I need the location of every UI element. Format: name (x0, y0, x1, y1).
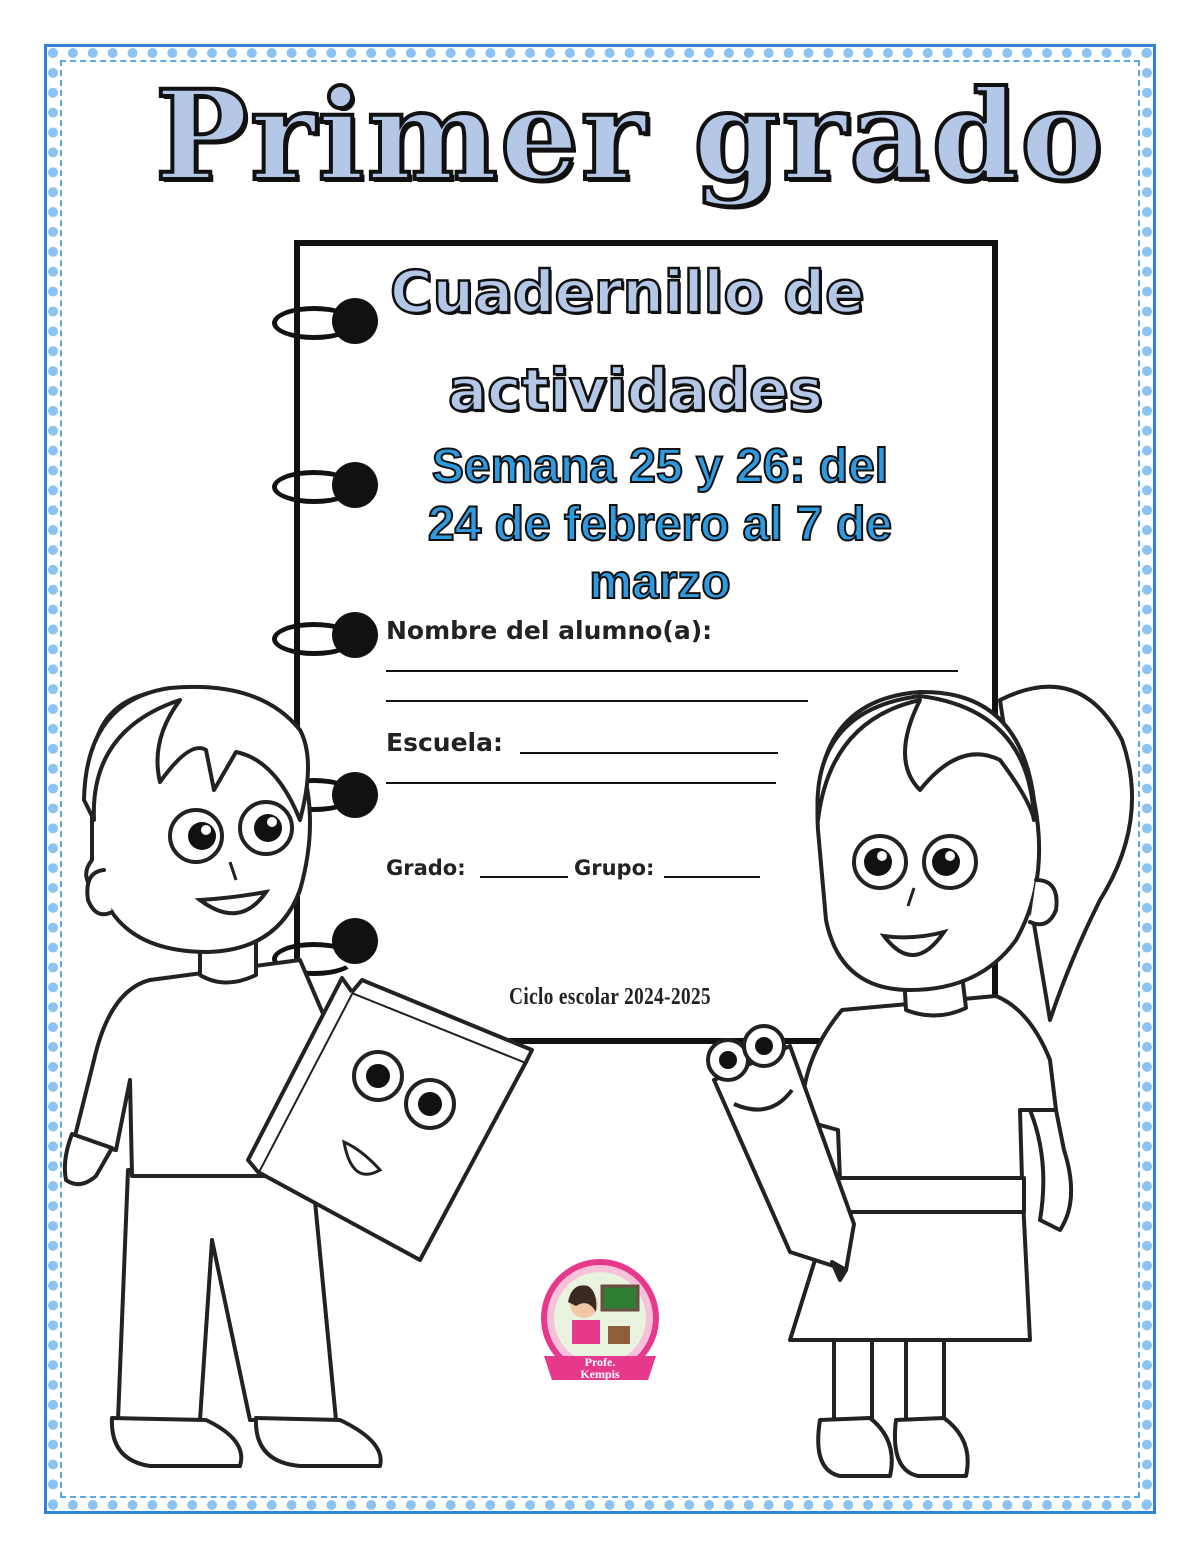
page-title: Primer grado (154, 64, 1106, 209)
group-label: Grupo: (574, 856, 655, 880)
school-label: Escuela: (386, 728, 503, 757)
notebook-heading-line2: actividades (448, 356, 823, 424)
profe-kempis-badge (532, 1258, 668, 1392)
school-year: Ciclo escolar 2024-2025 (509, 984, 711, 1010)
week-line-3: marzo (589, 556, 731, 609)
badge-text-line2: Kempis (580, 1367, 620, 1381)
student-name-label: Nombre del alumno(a): (386, 616, 713, 645)
week-line-1: Semana 25 y 26: del (431, 440, 889, 493)
week-line-2: 24 de febrero al 7 de (427, 498, 893, 551)
grade-label: Grado: (386, 856, 466, 880)
notebook-heading-line1: Cuadernillo de (390, 258, 865, 326)
badge-text-line1: Profe. (584, 1355, 616, 1369)
